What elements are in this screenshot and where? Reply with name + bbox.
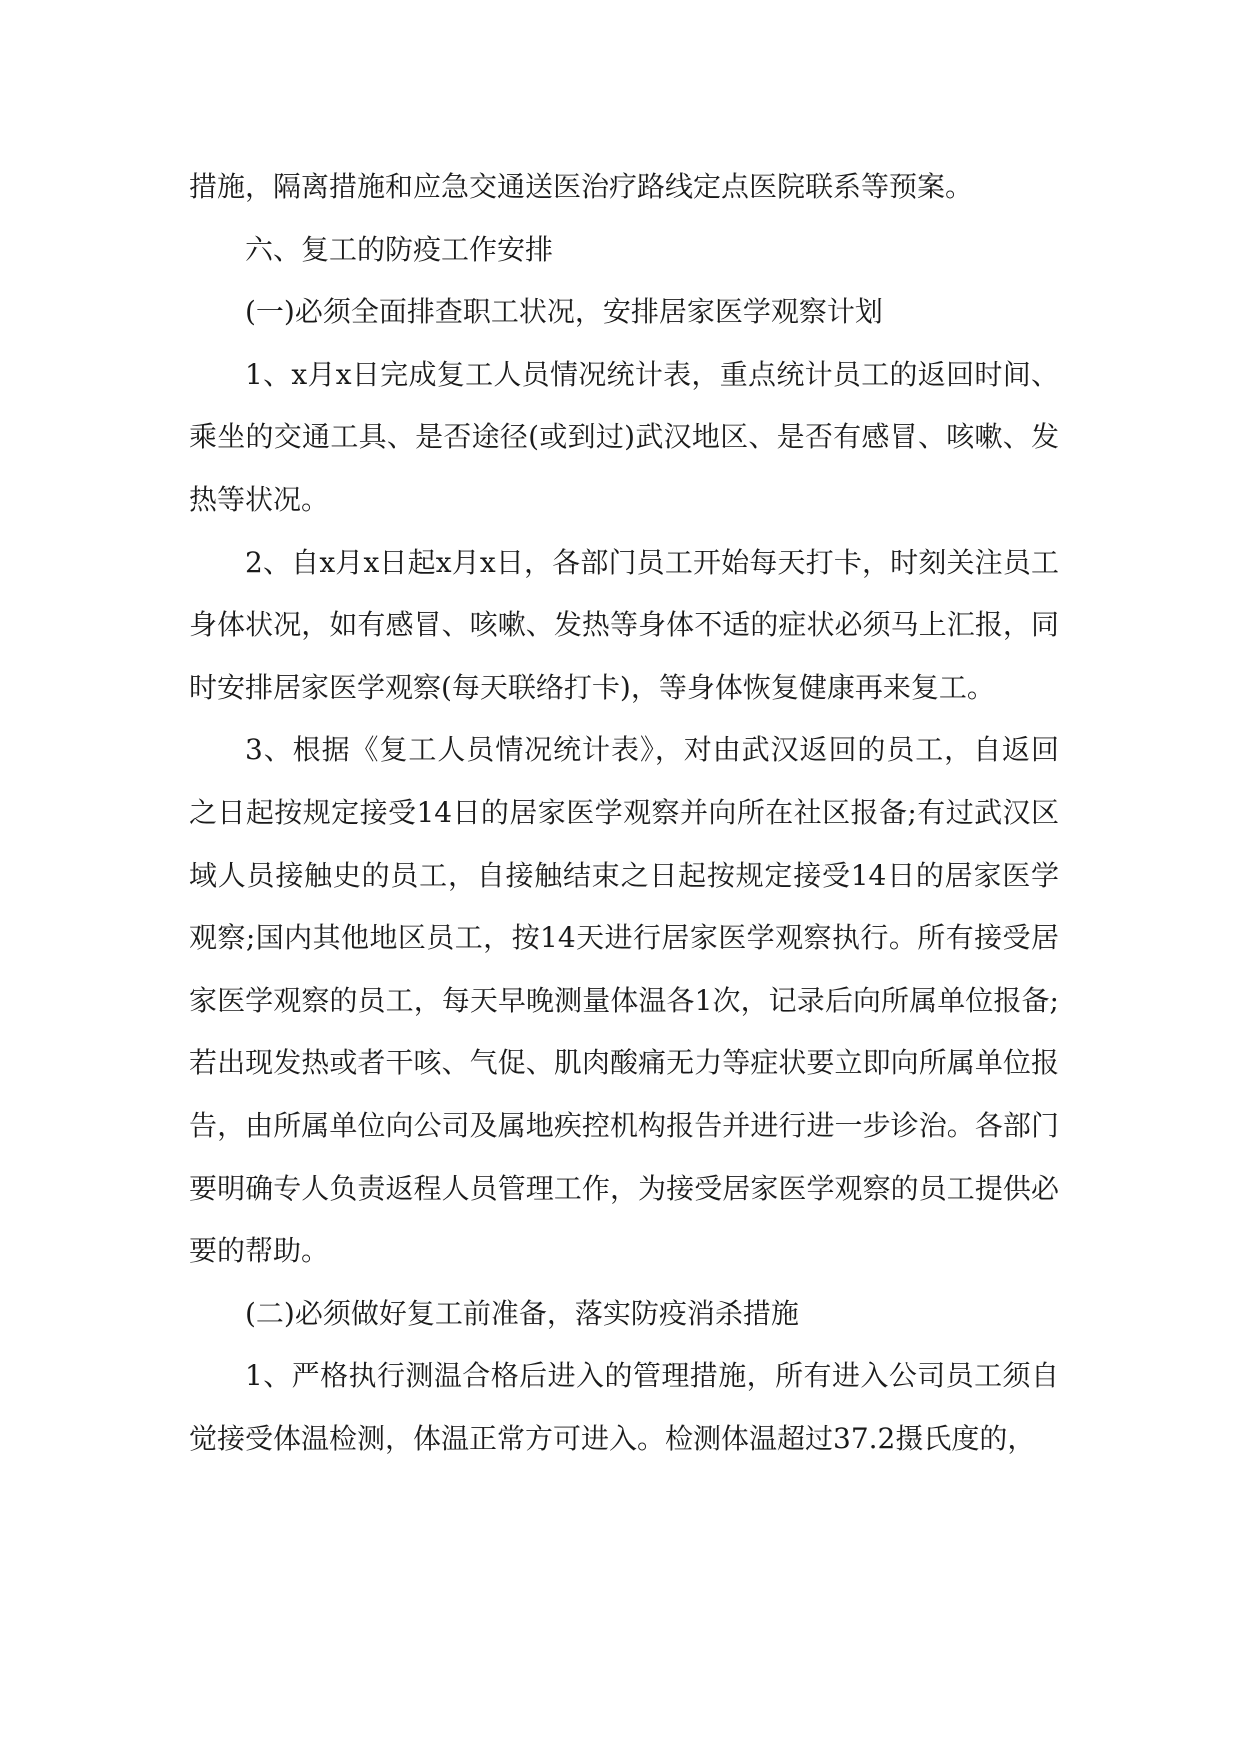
paragraph-continuation: 措施，隔离措施和应急交通送医治疗路线定点医院联系等预案。 — [189, 170, 974, 203]
paragraph-item-4: 1、严格执行测温合格后进入的管理措施，所有进入公司员工须自觉接受体温检测，体温正常方可进入。检测体温超过37.2摄氏度的， — [189, 1359, 1059, 1455]
subsection-heading-2: (二)必须做好复工前准备，落实防疫消杀措施 — [245, 1296, 799, 1330]
paragraph-item-3: 3、根据《复工人员情况统计表》，对由武汉返回的员工，自返回之日起按规定接受14日的居家医学观察并向所在社区报备;有过武汉区域人员接触史的员工，自接触结束之日起按规定接受14日的居家医学观察;国内其他地区员工，按14天进行居家医学观察执行。所有接受居家医学观察的员工，每天早晚测量体温各1次，记录后向所属单位报备;若出现发热或者干咳、气促、肌肉酸痛无力等症状要立即向所属单位报告，由所属单位向公司及属地疾控机构报告并进行进一步诊治。各部门要明确专人负责返程人员管理工作，为接受居家医学观察的员工提供必要的帮助。 — [189, 733, 1059, 1268]
document-body — [189, 156, 1059, 1470]
subsection-heading-1: (一)必须全面排查职工状况，安排居家医学观察计划 — [245, 295, 883, 329]
section-heading-6: 六、复工的防疫工作安排 — [245, 232, 554, 266]
paragraph-item-2: 2、自x月x日起x月x日，各部门员工开始每天打卡，时刻关注员工身体状况，如有感冒、咳嗽、发热等身体不适的症状必须马上汇报，同时安排居家医学观察(每天联络打卡)，等身体恢复健康再来复工。 — [189, 545, 1059, 704]
paragraph-item-1: 1、x月x日完成复工人员情况统计表，重点统计员工的返回时间、乘坐的交通工具、是否途径(或到过)武汉地区、是否有感冒、咳嗽、发热等状况。 — [189, 357, 1059, 516]
